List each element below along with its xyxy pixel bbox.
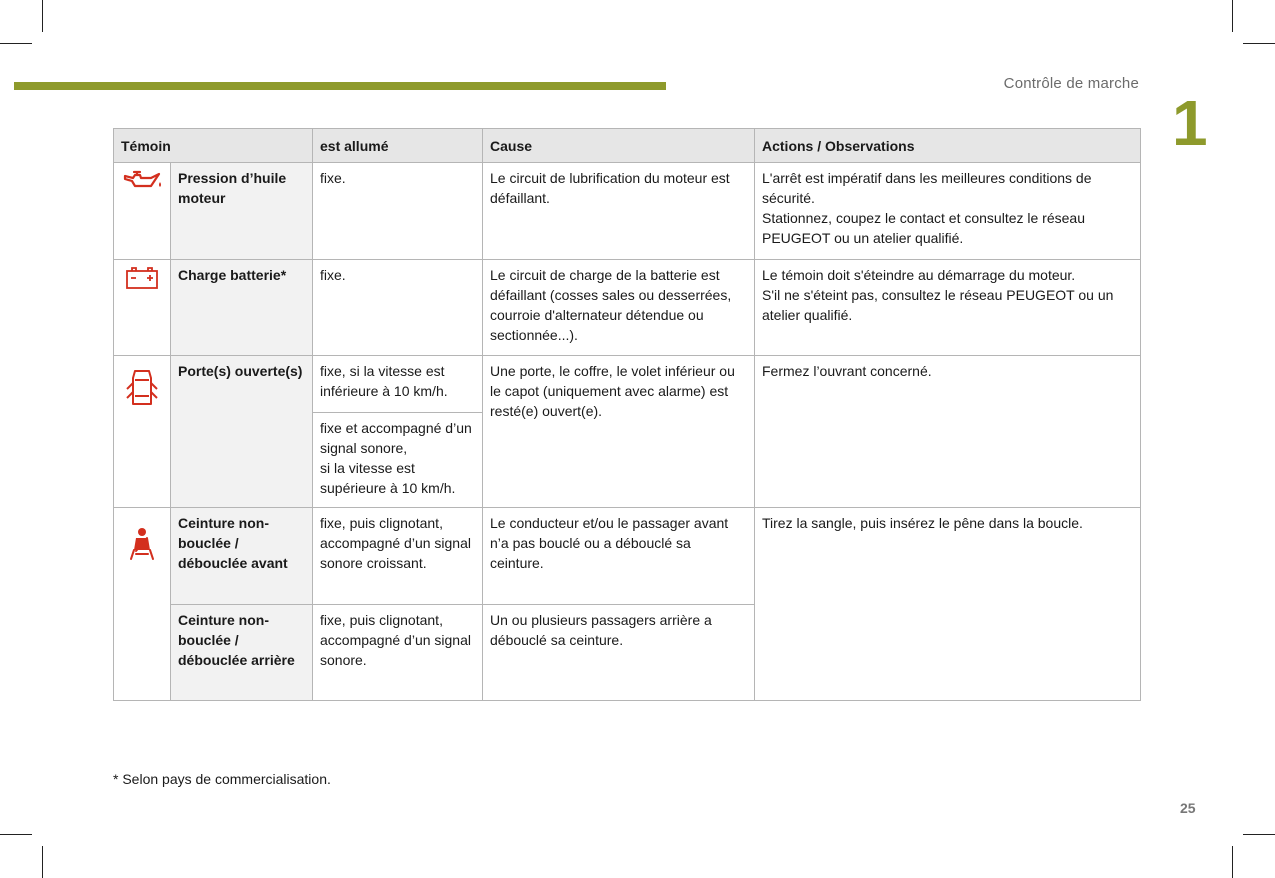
warning-lamps-table xyxy=(113,128,1141,701)
lamp-state: fixe, si la vitesse est inférieure à 10 km/h. xyxy=(313,356,483,413)
lamp-cause: Un ou plusieurs passagers arrière a débouclé sa ceinture. xyxy=(483,605,755,701)
crop-mark xyxy=(42,846,43,878)
lamp-state: fixe. xyxy=(313,163,483,260)
crop-mark xyxy=(1243,834,1275,835)
lamp-cause: Le circuit de charge de la batterie est défaillant (cosses sales ou desserrées, courroie d'alternateur détendue ou sectionnée...). xyxy=(483,260,755,356)
lamp-action: Fermez l’ouvrant concerné. xyxy=(755,356,1141,508)
lamp-action: Tirez la sangle, puis insérez le pêne dans la boucle. xyxy=(755,508,1141,701)
header-actions: Actions / Observations xyxy=(755,129,1141,163)
crop-mark xyxy=(1232,846,1233,878)
lamp-name: Ceinture non-bouclée / débouclée arrière xyxy=(171,605,313,701)
oil-can-icon xyxy=(121,168,165,194)
door-open-icon xyxy=(125,368,159,408)
chapter-number: 1 xyxy=(1172,87,1208,159)
table-header-row xyxy=(114,129,1141,163)
icon-cell xyxy=(114,508,171,701)
crop-mark xyxy=(0,43,32,44)
table-row xyxy=(114,260,1141,356)
lamp-cause: Le conducteur et/ou le passager avant n’a pas bouclé ou a débouclé sa ceinture. xyxy=(483,508,755,605)
icon-cell xyxy=(114,163,171,260)
header-cause: Cause xyxy=(483,129,755,163)
lamp-state: fixe. xyxy=(313,260,483,356)
icon-cell xyxy=(114,356,171,508)
lamp-cause: Le circuit de lubrification du moteur est défaillant. xyxy=(483,163,755,260)
lamp-action: Le témoin doit s'éteindre au démarrage du moteur. S'il ne s'éteint pas, consultez le réseau PEUGEOT ou un atelier qualifié. xyxy=(755,260,1141,356)
lamp-name: Ceinture non-bouclée / débouclée avant xyxy=(171,508,313,605)
icon-cell xyxy=(114,260,171,356)
footnote: * Selon pays de commercialisation. xyxy=(113,771,331,787)
lamp-name: Charge batterie* xyxy=(171,260,313,356)
crop-mark xyxy=(1232,0,1233,32)
crop-mark xyxy=(0,834,32,835)
lamp-state: fixe, puis clignotant, accompagné d’un signal sonore. xyxy=(313,605,483,701)
table-row xyxy=(114,356,1141,413)
lamp-cause: Une porte, le coffre, le volet inférieur ou le capot (uniquement avec alarme) est resté(e) ouvert(e). xyxy=(483,356,755,508)
header-temoin: Témoin xyxy=(114,129,313,163)
lamp-state: fixe, puis clignotant, accompagné d’un signal sonore croissant. xyxy=(313,508,483,605)
section-title: Contrôle de marche xyxy=(1003,75,1139,92)
lamp-state: fixe et accompagné d’un signal sonore, si la vitesse est supérieure à 10 km/h. xyxy=(313,413,483,508)
crop-mark xyxy=(1243,43,1275,44)
lamp-name: Pression d’huile moteur xyxy=(171,163,313,260)
lamp-name: Porte(s) ouverte(s) xyxy=(171,356,313,508)
page-number: 25 xyxy=(1180,800,1196,816)
seatbelt-icon xyxy=(127,526,157,562)
table-row xyxy=(114,163,1141,260)
crop-mark xyxy=(42,0,43,32)
table-row xyxy=(114,508,1141,605)
header-est-allume: est allumé xyxy=(313,129,483,163)
lamp-action: L'arrêt est impératif dans les meilleures conditions de sécurité. Stationnez, coupez le contact et consultez le réseau PEUGEOT ou un atelier qualifié. xyxy=(755,163,1141,260)
accent-bar xyxy=(14,82,666,90)
battery-icon xyxy=(125,265,159,291)
